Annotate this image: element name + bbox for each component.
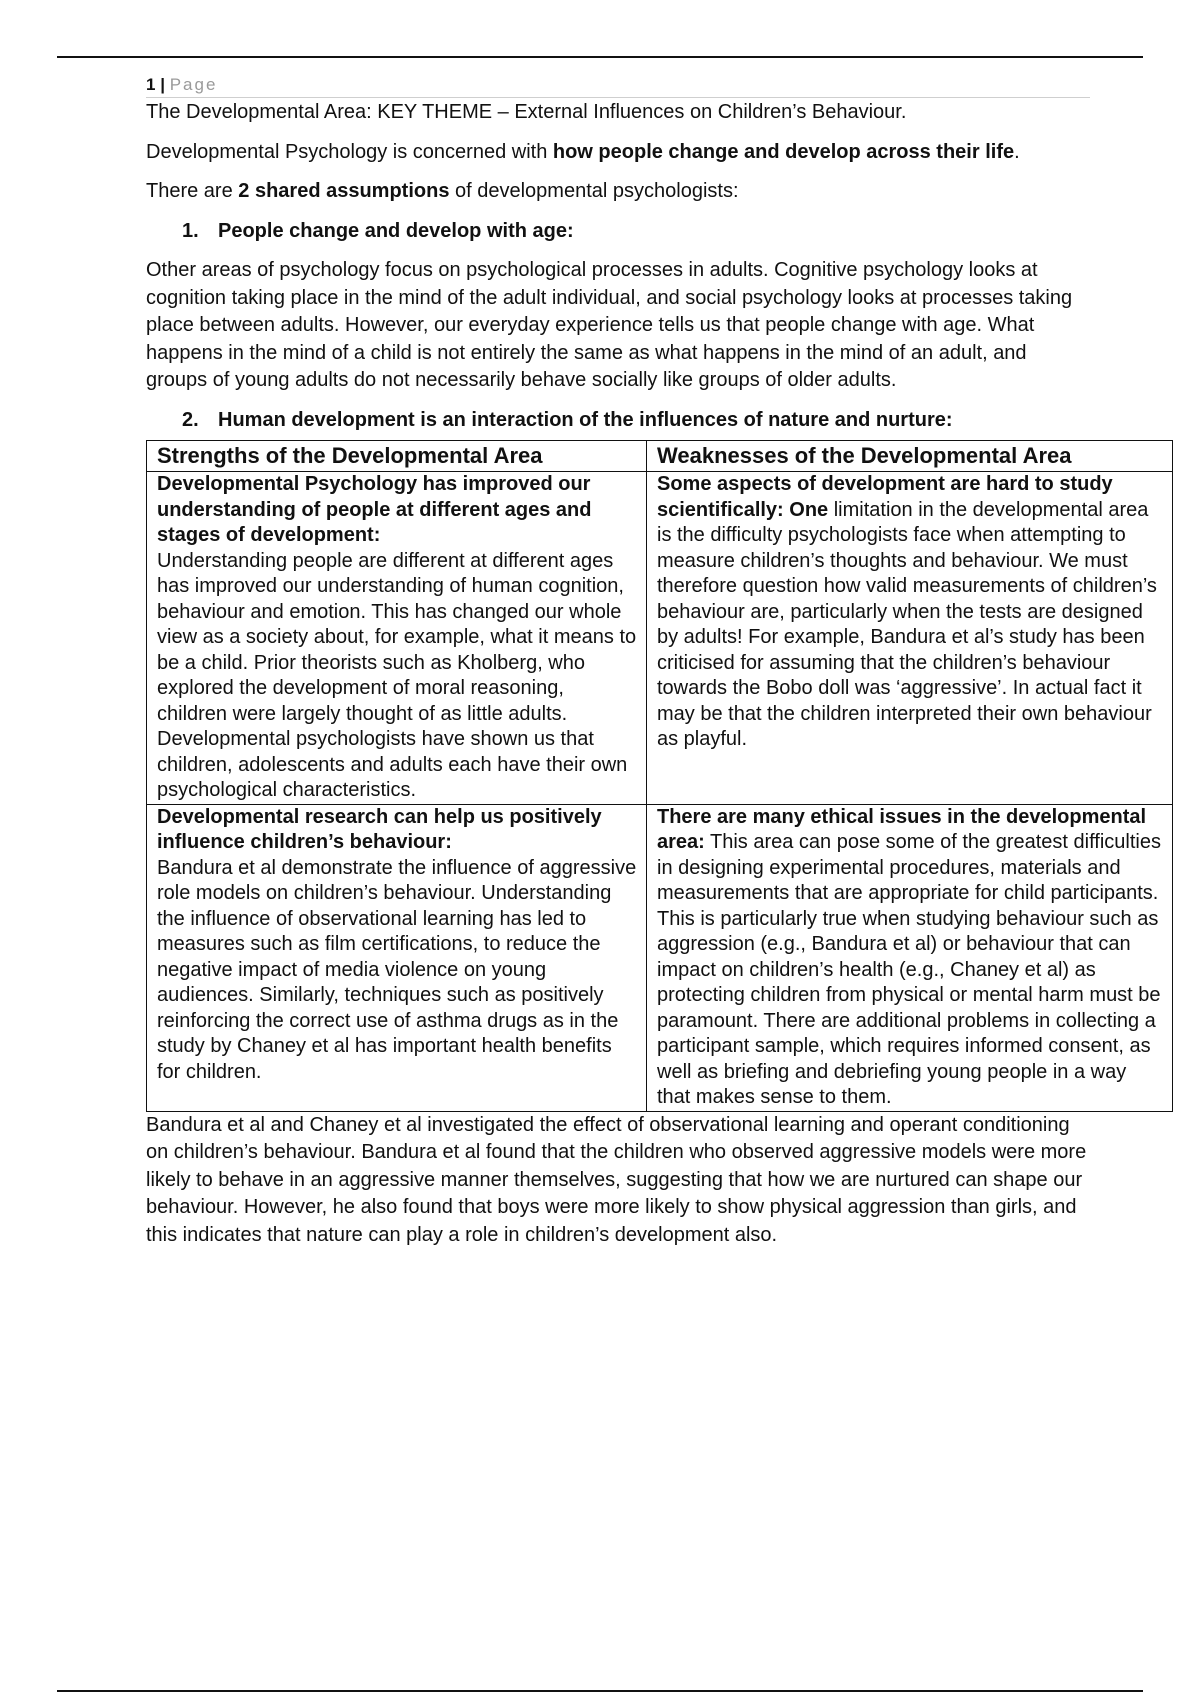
intro-text: Developmental Psychology is concerned with	[146, 140, 553, 163]
assumptions-intro	[146, 178, 1090, 206]
document-title: The Developmental Area: KEY THEME – External Influences on Children’s Behaviour.	[146, 101, 907, 123]
intro-paragraph	[146, 139, 1090, 167]
assumptions-bold: 2 shared assumptions	[238, 180, 450, 202]
assumptions-end: of developmental psychologists:	[449, 180, 739, 202]
page-word: Page	[169, 75, 218, 94]
weakness-heading: Some aspects of development are hard to study scientifically: One	[657, 473, 1113, 521]
assumption-2-number: 2.	[182, 408, 199, 431]
page-header	[146, 74, 1090, 98]
strength-text: Bandura et al demonstrate the influence of aggressive role models on children’s behaviour. Understanding the influence of observational learning has led to measures such as film certifications, to reduce the negative impact of media violence on young audiences. Similarly, techniques such as positively reinforcing the correct use of asthma drugs as in the study by Chaney et al has important health benefits for children.	[157, 856, 637, 1083]
table-header-row	[147, 441, 1173, 472]
weaknesses-header: Weaknesses of the Developmental Area	[647, 441, 1173, 472]
assumption-1	[146, 218, 1090, 246]
document-page	[146, 74, 1161, 1249]
weakness-text: This area can pose some of the greatest difficulties in designing experimental procedures, materials and measurements that are appropriate for child participants. This is particularly true when studying behaviour such as aggression (e.g., Bandura et al) or behaviour that can impact on children’s health (e.g., Chaney et al) as protecting children from physical or mental harm must be paramount. There are additional problems in collecting a participant sample, which requires informed consent, as well as briefing and debriefing young people in a way that makes sense to them.	[657, 831, 1161, 1108]
weakness-text: limitation in the developmental area is the difficulty psychologists face when attempting to measure children’s thoughts and behaviour. We must therefore question how valid measurements of children’s behaviour are, particularly when the tests are designed by adults! For example, Bandura et al’s study has been criticised for assuming that the children’s behaviour towards the Bobo doll was ‘aggressive’. In actual fact it may be that the children interpreted their own behaviour as playful.	[657, 498, 1157, 750]
paragraph-1: Other areas of psychology focus on psychological processes in adults. Cognitive psychology looks at cognition taking place in the mind of the adult individual, and social psychology looks at processes taking place between adults. However, our everyday experience tells us that people change with age. What happens in the mind of a child is not entirely the same as what happens in the mind of an adult, and groups of young adults do not necessarily behave socially like groups of older adults.	[146, 259, 1073, 391]
strength-cell	[147, 472, 647, 805]
strengths-header: Strengths of the Developmental Area	[147, 441, 647, 472]
table-row	[147, 472, 1173, 805]
strength-cell	[147, 804, 647, 1111]
weakness-heading: There are many ethical issues in the developmental area:	[657, 805, 1147, 853]
strengths-weaknesses-table	[146, 440, 1173, 1112]
strength-text: Understanding people are different at different ages has improved our understanding of human cognition, behaviour and emotion. This has changed our whole view as a society about, for example, what it means to be a child. Prior theorists such as Kholberg, who explored the development of moral reasoning, children were largely thought of as little adults. Developmental psychologists have shown us that children, adolescents and adults each have their own psychological characteristics.	[157, 549, 637, 801]
intro-end: .	[1014, 140, 1020, 163]
assumptions-text: There are	[146, 180, 239, 202]
page-separator: |	[160, 75, 165, 94]
weakness-cell	[647, 804, 1173, 1111]
closing-paragraph: Bandura et al and Chaney et al investigated the effect of observational learning and operant conditioning on children’s behaviour. Bandura et al found that the children who observed aggressive models were more likely to behave in an aggressive manner themselves, suggesting that how we are nurtured can shape our behaviour. However, he also found that boys were more likely to show physical aggression than girls, and this indicates that nature can play a role in children’s development also.	[146, 1113, 1087, 1246]
top-rule	[57, 56, 1143, 58]
intro-bold: how people change and develop across their life	[552, 140, 1015, 163]
strength-heading: Developmental Psychology has improved our understanding of people at different ages and stages of development:	[157, 473, 592, 546]
assumption-2-label: Human development is an interaction of the influences of nature and nurture:	[218, 408, 953, 431]
page-number: 1	[146, 75, 156, 94]
table-row	[147, 804, 1173, 1111]
weakness-cell	[647, 472, 1173, 805]
assumption-1-number: 1.	[182, 219, 199, 242]
strength-heading: Developmental research can help us positively influence children’s behaviour:	[157, 805, 602, 853]
bottom-rule	[57, 1690, 1143, 1692]
assumption-1-label: People change and develop with age:	[218, 219, 574, 242]
assumption-2	[146, 407, 1090, 435]
